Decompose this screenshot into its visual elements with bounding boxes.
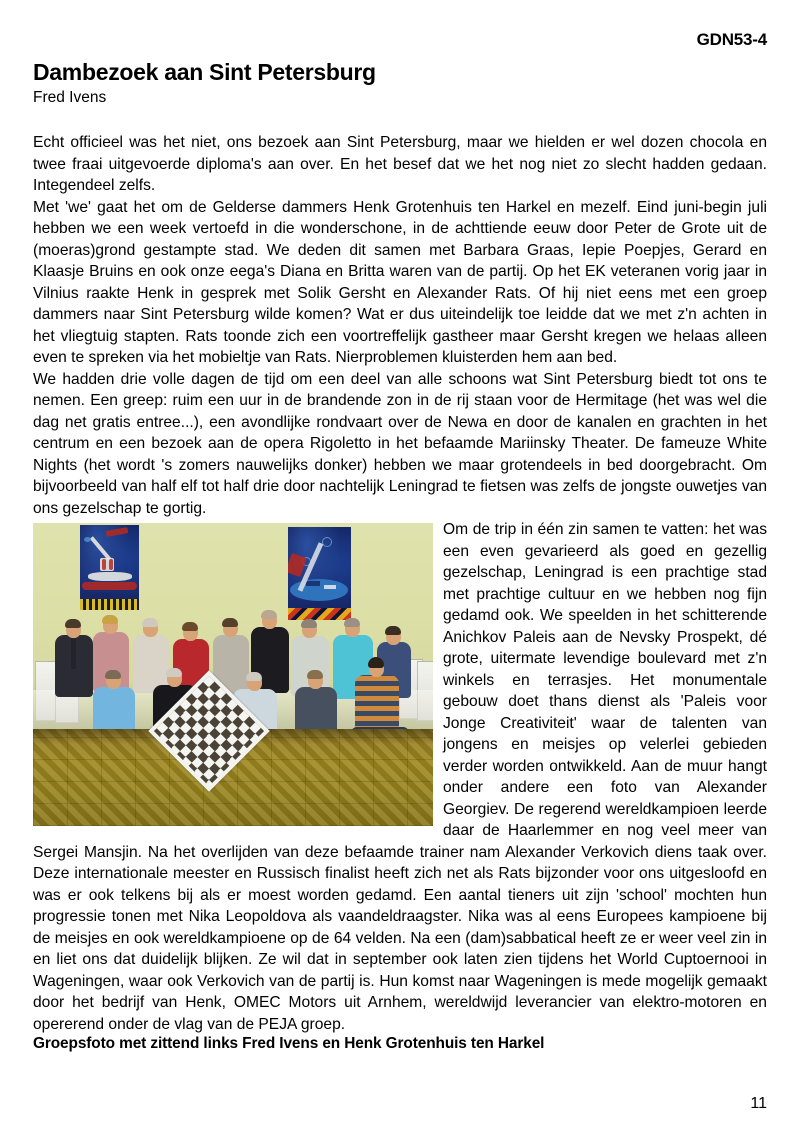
banner-zigzag-trim — [288, 608, 351, 620]
person-hair — [65, 619, 81, 628]
document-header-code: GDN53-4 — [696, 30, 767, 49]
article-body — [33, 132, 767, 1035]
group-photo — [33, 523, 433, 826]
person-hair — [307, 670, 323, 679]
person-hair — [102, 615, 118, 624]
banner-shape-circle — [322, 537, 332, 547]
page-number: 11 — [750, 1095, 767, 1112]
person-hair — [368, 657, 384, 668]
person-hair — [261, 610, 277, 619]
banner-shape-red — [82, 582, 137, 590]
photo-caption: Groepsfoto met zittend links Fred Ivens en Henk Grotenhuis ten Harkel — [33, 1035, 545, 1052]
person-hair — [246, 672, 262, 681]
person-hair — [182, 622, 198, 631]
paragraph-4: Om de trip in één zin samen te vatten: het was een even gevarieerd als goed en gezellig gezelschap, Leningrad is een prachtige stad met prachtige cultuur en we hebben nog fijn gedamd ook. We speelden in het schitterende Anichkov Paleis aan de Nevsky Prospekt, dé grote, uitermate levendige boulevard met z'n winkels en terrasjes. Het monumentale gebouw doet thans dienst als 'Paleis voor Jonge Creativiteit' waar de talenten van jongens en meisjes op velerlei gebieden verder worden ontwikkeld. Aan de muur hangt onder andere een foto van Alexander Georgiev. De regerend wereldkampioen leerde daar de Haarlemmer en nog veel meer van Sergei Mansjin. Na het overlijden van deze befaamde trainer nam Alexander Verkovich diens taak over. Deze internationale meester en Russisch finalist heeft zich net als Rats bijzonder voor ons uitgesloofd en was er ook telkens bij als er moest worden gedamd. Een aantal tieners uit zijn 'school' mochten hun progressie tonen met Nika Leopoldova als vaandeldraagster. Nika was al eens Europees kampioene bij de meisjes en ook wereldkampioene op de 64 velden. Na een (dam)sabbatical heeft ze er weer veel zin in en liet ons dat duidelijk blijken. Ze wil dat in september ook laten zien tijdens het World Cuptoernooi in Wageningen, waar ook Verkovich van de partij is. Hun komst naar Wageningen is mede mogelijk gemaakt door het bedrijf van Henk, OMEC Motors uit Arnhem, wereldwijd leverancier van elektro-motoren en opererend onder de vlag van de PEJA groep. — [33, 521, 767, 1033]
person-torso — [355, 675, 399, 731]
banner-fringe — [80, 599, 139, 610]
person-hair — [166, 668, 182, 677]
page-title: Dambezoek aan Sint Petersburg — [33, 59, 376, 85]
person-hair — [385, 626, 401, 635]
banner-shape-white — [88, 572, 132, 581]
wall-banner-right — [288, 527, 351, 620]
title-block — [33, 60, 767, 107]
person-hair — [105, 670, 121, 679]
person-hair — [142, 618, 158, 627]
wall-banner-left — [80, 525, 139, 610]
banner-shape-red — [102, 559, 106, 570]
article-author: Fred Ivens — [33, 88, 107, 106]
group-photo-float — [33, 523, 433, 828]
paragraph-1: Echt officieel was het niet, ons bezoek aan Sint Petersburg, maar we hielden er wel dozen chocola en twee fraai uitgevoerde diploma's aan over. En het besef dat we het nog niet zo slecht hadden gedaan. Integendeel zelfs. — [33, 134, 767, 194]
person-tie — [71, 639, 76, 669]
banner-shape-blue — [84, 537, 91, 542]
person-hair — [344, 618, 360, 627]
banner-shape-dark — [306, 581, 320, 586]
person-hair — [222, 618, 238, 627]
person-hair — [301, 619, 317, 628]
banner-shape-white — [324, 585, 336, 589]
banner-shape-red — [109, 559, 113, 570]
paragraph-3: We hadden drie volle dagen de tijd om een deel van alle schoons wat Sint Petersburg biedt tot ons te nemen. Een greep: ruim een uur in de brandende zon in de rij staan voor de Hermitage (het was wel die dag net gratis entree...), een avondlijke rondvaart over de Newa en door de kanalen en grachten in het centrum en een bezoek aan de opera Rigoletto in het befaamde Mariinsky Theater. De fameuze White Nights (het wordt 's zomers nauwelijks donker) hebben we maar grotendeels in bed doorgebracht. Om bijvoorbeeld van half elf tot half drie door nachtelijk Leningrad te fietsen was zelfs de jongste ouwetjes van ons gezelschap te gortig. — [33, 370, 767, 517]
paragraph-2: Met 'we' gaat het om de Gelderse dammers Henk Grotenhuis ten Harkel en mezelf. Eind juni-begin juli hebben we een week vertoefd in die wonderschone, in de achttiende eeuw door Peter de Grote uit de (moeras)grond gestampte stad. We deden dit samen met Barbara Graas, Iepie Poepjes, Gerard en Klaasje Bruins en ook onze eega's Diana en Britta waren van de partij. Op het EK veteranen vorig jaar in Vilnius raakte Henk in gesprek met Solik Gersht en Alexander Rats. Of hij niet eens met een groep dammers naar Sint Petersburg wilde komen? Wat er dus uiteindelijk toe leidde dat we met z'n achten in het vliegtuig stapten. Rats toonde zich een voortreffelijk gastheer maar Gersht kregen we helaas alleen even te spreken via het mobieltje van Rats. Nierproblemen kluisterden hem aan bed. — [33, 198, 767, 366]
